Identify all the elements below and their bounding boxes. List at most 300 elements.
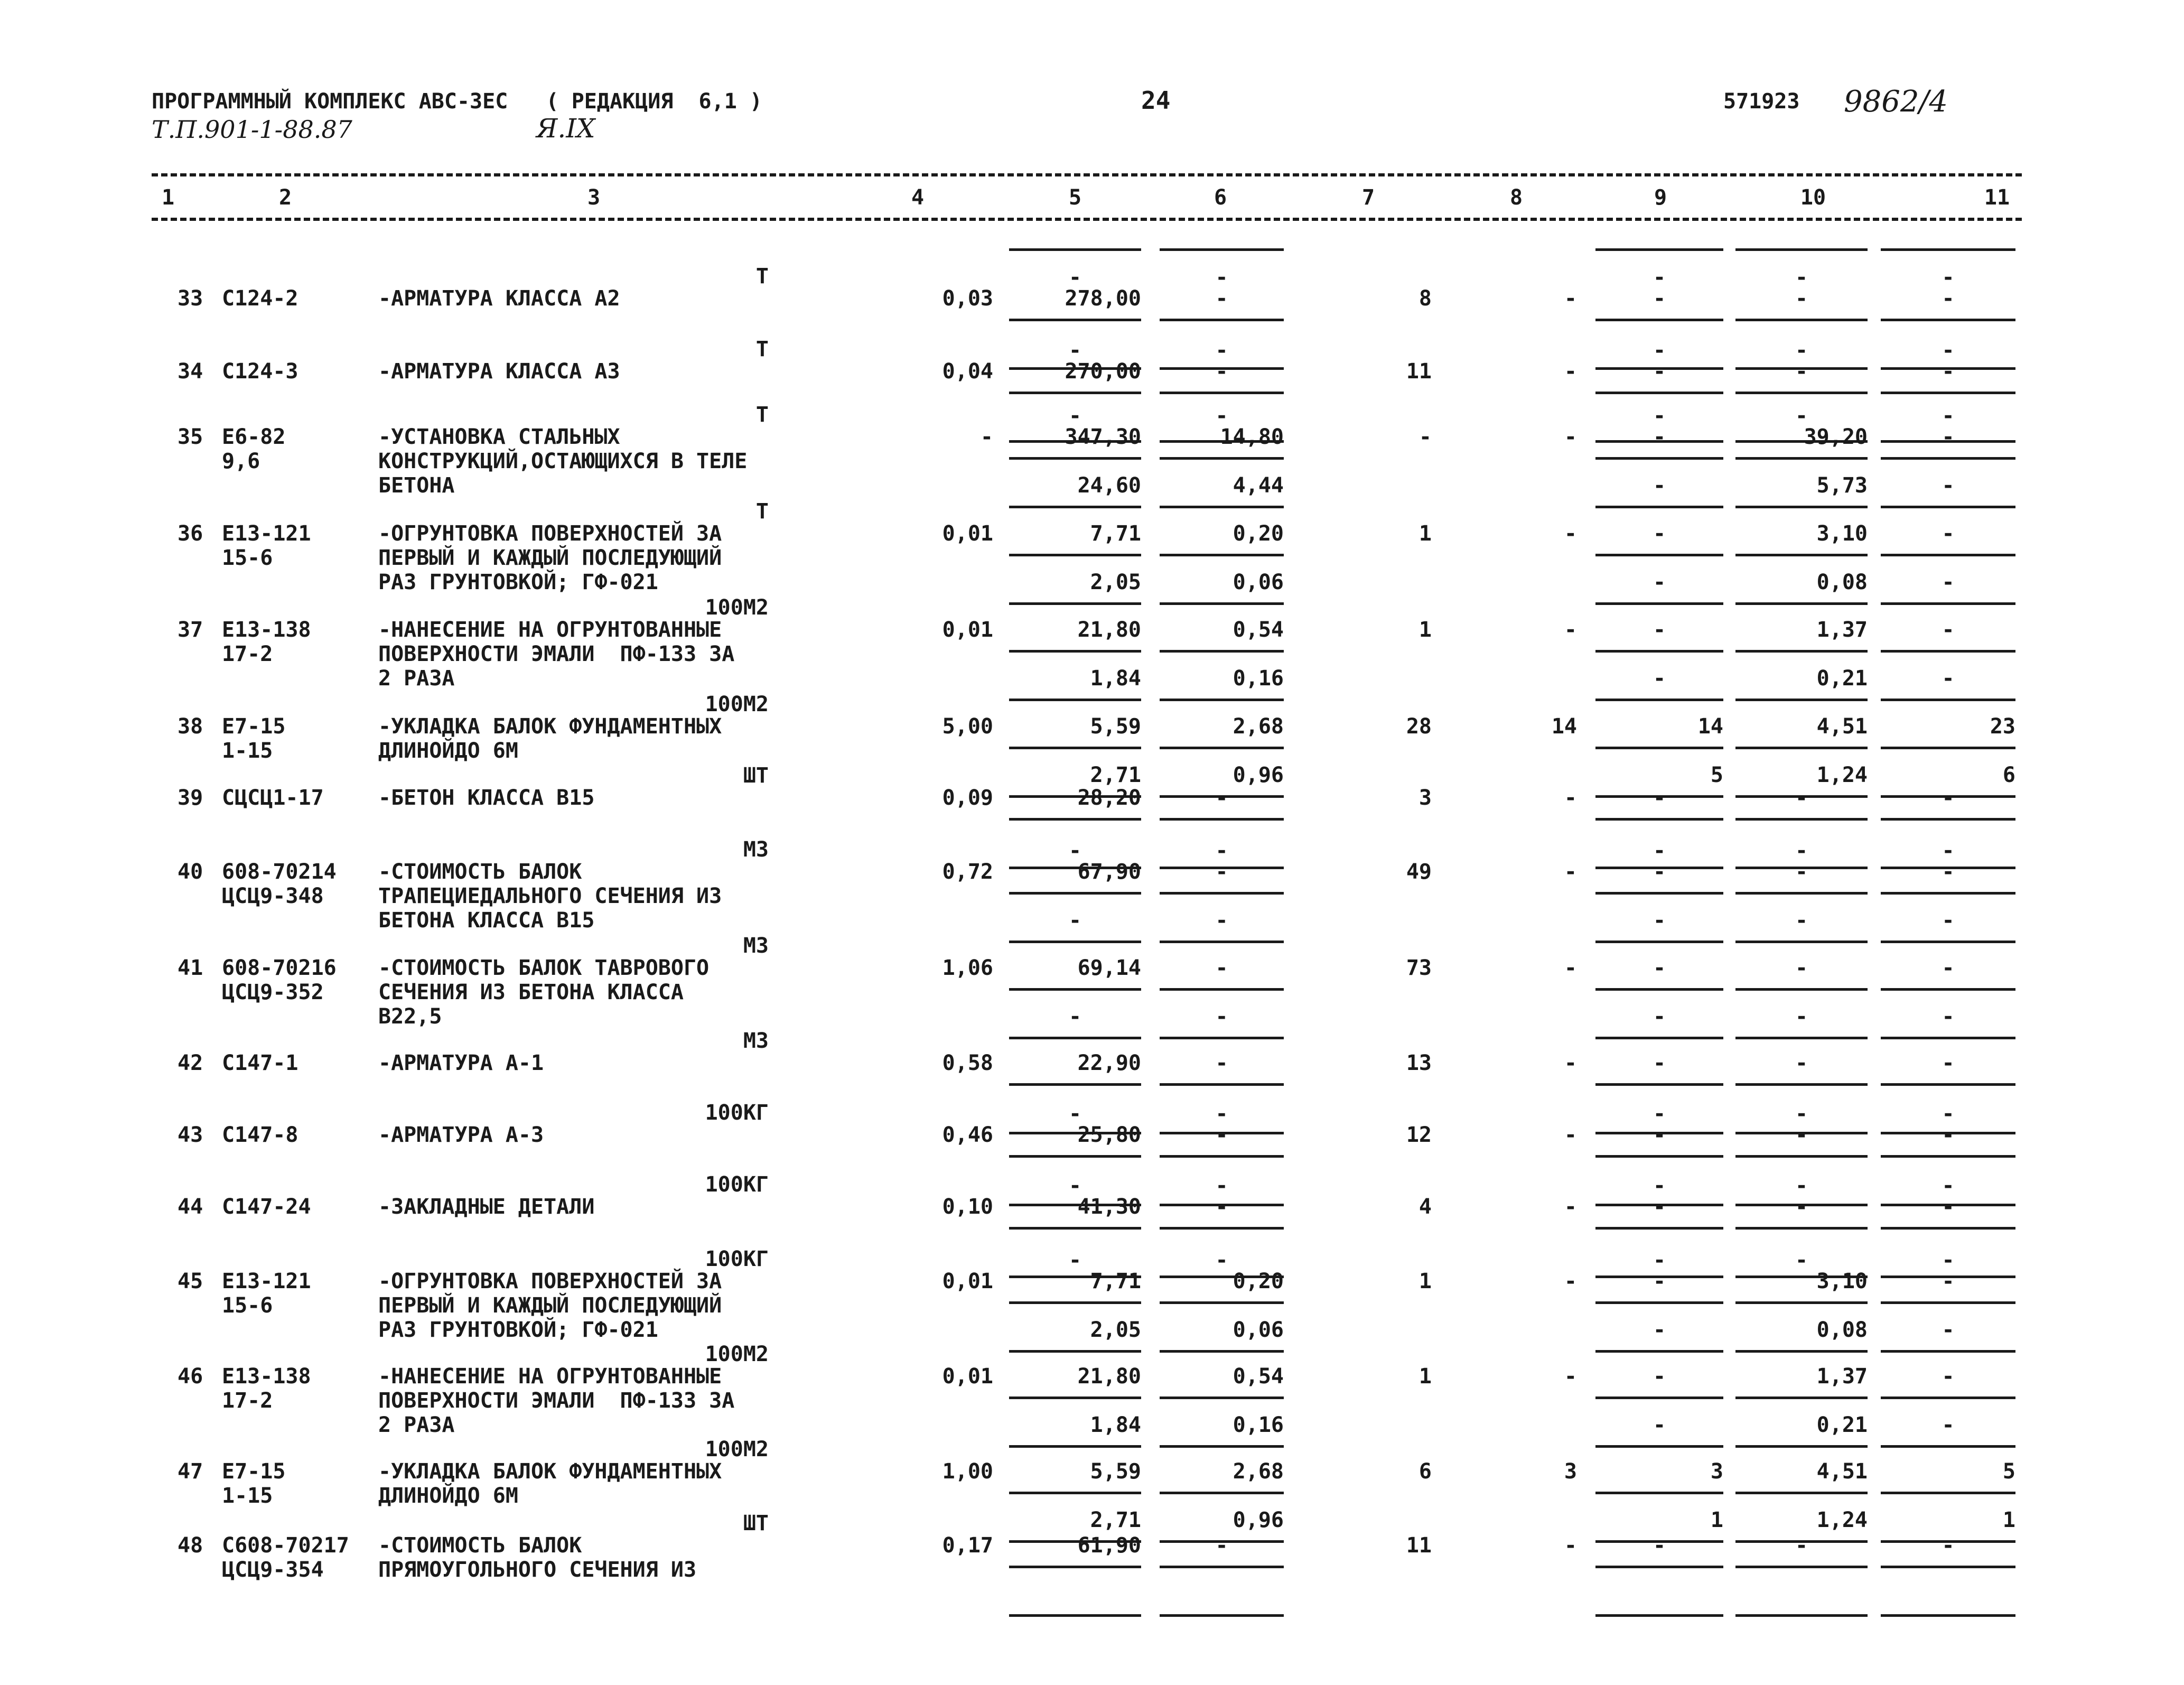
value-underline <box>1881 818 2015 821</box>
column-header-4: 4 <box>911 185 925 210</box>
column-5-secondary: 2,05 <box>1090 1318 1141 1342</box>
value-underline <box>1881 1492 2015 1494</box>
column-header-2: 2 <box>278 185 292 210</box>
column-10-value: 1,37 <box>1816 618 1868 642</box>
work-description: -БЕТОН КЛАССА В15 <box>378 786 595 810</box>
column-11-marker: - <box>1942 338 1955 362</box>
column-10-value: 3,10 <box>1816 1269 1868 1293</box>
column-9-value: - <box>1653 1195 1666 1219</box>
column-9-marker: - <box>1653 338 1666 362</box>
column-5-value: 69,14 <box>1077 956 1141 980</box>
column-11-value: - <box>1942 786 1955 810</box>
column-7-value: 73 <box>1406 956 1432 980</box>
column-5-value: 21,80 <box>1077 1364 1141 1389</box>
value-underline <box>1595 650 1723 653</box>
work-description: -АРМАТУРА КЛАССА А3 <box>378 359 620 384</box>
value-underline <box>1881 1301 2015 1304</box>
column-5-value: 25,80 <box>1077 1123 1141 1147</box>
column-11-value: - <box>1942 425 1955 449</box>
column-9-value: - <box>1653 522 1666 546</box>
row-number: 41 <box>178 956 203 980</box>
unit-label: М3 <box>743 934 769 958</box>
resource-code: Е13-138 <box>222 618 311 642</box>
value-underline <box>1881 1614 2015 1617</box>
value-underline <box>1881 747 2015 749</box>
column-9-secondary: - <box>1653 908 1666 933</box>
resource-code: С147-1 <box>222 1051 298 1075</box>
column-6-secondary: 0,16 <box>1233 666 1284 691</box>
column-10-secondary: 1,24 <box>1816 1508 1868 1532</box>
column-11-value: - <box>1942 1269 1955 1293</box>
quantity: 0,58 <box>942 1051 993 1075</box>
value-underline <box>1735 1492 1868 1494</box>
quantity: 0,01 <box>942 618 993 642</box>
column-6-value: 2,68 <box>1233 714 1284 739</box>
project-number: Т.П.901-1-88.87 <box>152 115 352 144</box>
column-8-value: - <box>1564 956 1577 980</box>
value-underline <box>1735 1445 1868 1448</box>
value-underline <box>1735 1301 1868 1304</box>
quantity: 0,03 <box>942 286 993 311</box>
column-header-6: 6 <box>1214 185 1227 210</box>
work-description: ПЕРВЫЙ И КАЖДЫЙ ПОСЛЕДУЮЩИЙ <box>378 546 722 570</box>
value-underline <box>1595 1350 1723 1353</box>
value-underline <box>1735 892 1868 895</box>
column-7-value: 8 <box>1418 286 1432 311</box>
work-description: РАЗ ГРУНТОВКОЙ; ГФ-021 <box>378 570 658 594</box>
column-8-value: - <box>1564 1051 1577 1075</box>
row-number: 37 <box>178 618 203 642</box>
column-8-value: 14 <box>1551 714 1577 739</box>
column-6-value: 2,68 <box>1233 1459 1284 1484</box>
column-7-value: 6 <box>1418 1459 1432 1484</box>
column-5-value: 270,00 <box>1065 359 1141 384</box>
value-underline <box>1160 319 1284 321</box>
column-8-value: - <box>1564 286 1577 311</box>
value-underline <box>1160 818 1284 821</box>
column-5-value: 7,71 <box>1090 1269 1141 1293</box>
value-underline <box>1735 1350 1868 1353</box>
work-description: -СТОИМОСТЬ БАЛОК ТАВРОВОГО <box>378 956 710 980</box>
column-7-value: 4 <box>1418 1195 1432 1219</box>
column-7-value: 3 <box>1418 786 1432 810</box>
column-7-value: 1 <box>1418 1364 1432 1389</box>
column-11-value: - <box>1942 286 1955 311</box>
column-7-value: 28 <box>1406 714 1432 739</box>
quantity: 0,01 <box>942 1364 993 1389</box>
resource-code: ЦСЦ9-354 <box>222 1558 324 1582</box>
quantity: 0,04 <box>942 359 993 384</box>
resource-code: С124-3 <box>222 359 298 384</box>
column-11-value: 5 <box>2002 1459 2015 1484</box>
section-mark: Я.IX <box>536 113 595 144</box>
column-6-value: - <box>1215 1195 1228 1219</box>
row-number: 45 <box>178 1269 203 1293</box>
value-underline <box>1009 392 1141 394</box>
value-underline <box>1735 248 1868 251</box>
value-underline <box>1009 1492 1141 1494</box>
column-6-marker: - <box>1215 1248 1228 1272</box>
column-11-value: - <box>1942 618 1955 642</box>
column-6-value: - <box>1215 786 1228 810</box>
value-underline <box>1595 1397 1723 1399</box>
column-6-value: 0,54 <box>1233 1364 1284 1389</box>
column-10-value: - <box>1795 956 1808 980</box>
value-underline <box>1160 747 1284 749</box>
column-5-secondary: 1,84 <box>1090 666 1141 691</box>
unit-label: 100КГ <box>705 1247 769 1271</box>
column-9-secondary: - <box>1653 473 1666 498</box>
work-description: РАЗ ГРУНТОВКОЙ; ГФ-021 <box>378 1318 658 1342</box>
column-11-marker: - <box>1942 265 1955 290</box>
unit-label: 100М2 <box>705 1437 769 1461</box>
value-underline <box>1595 1155 1723 1158</box>
value-underline <box>1595 1566 1723 1568</box>
unit-label: Т <box>755 264 769 288</box>
row-number: 44 <box>178 1195 203 1219</box>
resource-code: Е6-82 <box>222 425 286 449</box>
value-underline <box>1160 1445 1284 1448</box>
value-underline <box>1881 457 2015 460</box>
value-underline <box>1595 941 1723 943</box>
value-underline <box>1009 1350 1141 1353</box>
column-9-secondary: - <box>1653 1413 1666 1437</box>
value-underline <box>1735 1155 1868 1158</box>
value-underline <box>1881 506 2015 508</box>
column-5-secondary: 2,71 <box>1090 763 1141 787</box>
work-description: -УКЛАДКА БАЛОК ФУНДАМЕНТНЫХ <box>378 1459 722 1484</box>
value-underline <box>1009 1397 1141 1399</box>
unit-label: М3 <box>743 837 769 862</box>
value-underline <box>1735 1083 1868 1086</box>
column-10-secondary: - <box>1795 1004 1808 1029</box>
resource-code: С124-2 <box>222 286 298 311</box>
column-5-value: 21,80 <box>1077 618 1141 642</box>
value-underline <box>1881 602 2015 605</box>
value-underline <box>1881 1083 2015 1086</box>
column-8-value: - <box>1564 425 1577 449</box>
row-number: 46 <box>178 1364 203 1389</box>
value-underline <box>1160 1350 1284 1353</box>
value-underline <box>1009 554 1141 556</box>
column-8-value: 3 <box>1564 1459 1577 1484</box>
column-6-secondary: - <box>1215 1004 1228 1029</box>
column-5-secondary: 2,05 <box>1090 570 1141 594</box>
column-9-value: 14 <box>1697 714 1723 739</box>
value-underline <box>1595 1037 1723 1039</box>
quantity: 1,06 <box>942 956 993 980</box>
value-underline <box>1009 1155 1141 1158</box>
column-9-value: 3 <box>1710 1459 1723 1484</box>
value-underline <box>1881 248 2015 251</box>
column-10-value: - <box>1795 1051 1808 1075</box>
work-description: -СТОИМОСТЬ БАЛОК <box>378 1533 582 1558</box>
header-bottom-rule <box>152 218 2022 221</box>
column-5-value: 61,90 <box>1077 1533 1141 1558</box>
column-11-secondary: - <box>1942 1413 1955 1437</box>
column-6-marker: - <box>1215 839 1228 863</box>
column-5-value: 278,00 <box>1065 286 1141 311</box>
work-description: КОНСТРУКЦИЙ,ОСТАЮЩИХСЯ В ТЕЛЕ <box>378 449 748 473</box>
value-underline <box>1735 1566 1868 1568</box>
column-11-marker: - <box>1942 404 1955 428</box>
column-6-secondary: 0,96 <box>1233 763 1284 787</box>
value-underline <box>1881 319 2015 321</box>
resource-code: 608-70216 <box>222 956 337 980</box>
value-underline <box>1595 319 1723 321</box>
work-description: -УСТАНОВКА СТАЛЬНЫХ <box>378 425 620 449</box>
column-6-value: 0,20 <box>1233 522 1284 546</box>
value-underline <box>1160 554 1284 556</box>
work-description: БЕТОНА <box>378 473 455 498</box>
value-underline <box>1595 988 1723 991</box>
column-header-3: 3 <box>587 185 601 210</box>
column-8-value: - <box>1564 1533 1577 1558</box>
row-number: 48 <box>178 1533 203 1558</box>
value-underline <box>1009 699 1141 701</box>
work-description: ПРЯМОУГОЛЬНОГО СЕЧЕНИЯ ИЗ <box>378 1558 697 1582</box>
column-5-marker: - <box>1068 265 1082 290</box>
value-underline <box>1881 392 2015 394</box>
value-underline <box>1160 392 1284 394</box>
column-11-secondary: - <box>1942 473 1955 498</box>
column-10-value: - <box>1795 860 1808 884</box>
column-5-secondary: 2,71 <box>1090 1508 1141 1532</box>
resource-code: 608-70214 <box>222 860 337 884</box>
value-underline <box>1009 1445 1141 1448</box>
value-underline <box>1881 1227 2015 1230</box>
quantity: 0,01 <box>942 1269 993 1293</box>
resource-code: Е13-121 <box>222 522 311 546</box>
column-5-value: 22,90 <box>1077 1051 1141 1075</box>
column-8-value: - <box>1564 359 1577 384</box>
column-6-secondary: 0,06 <box>1233 570 1284 594</box>
value-underline <box>1009 747 1141 749</box>
column-5-value: 5,59 <box>1090 1459 1141 1484</box>
column-8-value: - <box>1564 1195 1577 1219</box>
value-underline <box>1160 1566 1284 1568</box>
value-underline <box>1009 1083 1141 1086</box>
value-underline <box>1009 941 1141 943</box>
resource-code: С608-70217 <box>222 1533 349 1558</box>
value-underline <box>1735 941 1868 943</box>
value-underline <box>1160 1301 1284 1304</box>
value-underline <box>1735 554 1868 556</box>
column-6-secondary: 0,96 <box>1233 1508 1284 1532</box>
work-description: В22,5 <box>378 1004 442 1029</box>
column-6-value: - <box>1215 1123 1228 1147</box>
column-9-value: - <box>1653 956 1666 980</box>
value-underline <box>1735 699 1868 701</box>
value-underline <box>1881 699 2015 701</box>
unit-label: Т <box>755 403 769 427</box>
column-6-marker: - <box>1215 1174 1228 1198</box>
column-8-value: - <box>1564 522 1577 546</box>
value-underline <box>1735 747 1868 749</box>
column-11-value: - <box>1942 1533 1955 1558</box>
column-7-value: 11 <box>1406 359 1432 384</box>
column-11-value: - <box>1942 1364 1955 1389</box>
column-5-value: 67,90 <box>1077 860 1141 884</box>
sheet-number: 9862/4 <box>1844 85 1948 119</box>
column-10-marker: - <box>1795 1174 1808 1198</box>
column-10-value: - <box>1795 359 1808 384</box>
column-header-10: 10 <box>1800 185 1826 210</box>
value-underline <box>1160 1492 1284 1494</box>
value-underline <box>1881 650 2015 653</box>
value-underline <box>1009 818 1141 821</box>
value-underline <box>1595 1492 1723 1494</box>
column-6-value: - <box>1215 1051 1228 1075</box>
value-underline <box>1009 602 1141 605</box>
column-10-marker: - <box>1795 1248 1808 1272</box>
unit-label: 100КГ <box>705 1172 769 1197</box>
column-6-secondary: 0,16 <box>1233 1413 1284 1437</box>
column-10-secondary: 1,24 <box>1816 763 1868 787</box>
unit-label: Т <box>755 499 769 524</box>
resource-code: 1-15 <box>222 739 273 763</box>
value-underline <box>1160 650 1284 653</box>
work-description: -ОГРУНТОВКА ПОВЕРХНОСТЕЙ ЗА <box>378 1269 722 1293</box>
column-7-value: 13 <box>1406 1051 1432 1075</box>
program-header: ПРОГРАММНЫЙ КОМПЛЕКС АВС-3ЕС ( РЕДАКЦИЯ 6,1 ) <box>152 89 762 114</box>
value-underline <box>1735 1227 1868 1230</box>
column-8-value: - <box>1564 860 1577 884</box>
column-5-value: 7,71 <box>1090 522 1141 546</box>
work-description: -АРМАТУРА А-1 <box>378 1051 544 1075</box>
quantity: 0,10 <box>942 1195 993 1219</box>
work-description: ПОВЕРХНОСТИ ЭМАЛИ ПФ-133 ЗА <box>378 642 735 666</box>
row-number: 47 <box>178 1459 203 1484</box>
value-underline <box>1009 1037 1141 1039</box>
column-11-marker: - <box>1942 839 1955 863</box>
work-description: БЕТОНА КЛАССА В15 <box>378 908 595 933</box>
column-5-secondary: 1,84 <box>1090 1413 1141 1437</box>
column-9-marker: - <box>1653 1248 1666 1272</box>
column-7-value: 12 <box>1406 1123 1432 1147</box>
value-underline <box>1735 1037 1868 1039</box>
unit-label: М3 <box>743 1029 769 1053</box>
resource-code: 15-6 <box>222 1293 273 1318</box>
column-6-marker: - <box>1215 404 1228 428</box>
column-header-11: 11 <box>1984 185 2010 210</box>
value-underline <box>1009 457 1141 460</box>
value-underline <box>1881 1566 2015 1568</box>
value-underline <box>1595 1445 1723 1448</box>
work-description: -АРМАТУРА КЛАССА А2 <box>378 286 620 311</box>
column-9-value: - <box>1653 425 1666 449</box>
value-underline <box>1160 248 1284 251</box>
column-10-value: 4,51 <box>1816 714 1868 739</box>
column-9-secondary: - <box>1653 666 1666 691</box>
column-11-marker: - <box>1942 1102 1955 1126</box>
column-5-marker: - <box>1068 1248 1082 1272</box>
row-number: 35 <box>178 425 203 449</box>
column-9-value: - <box>1653 786 1666 810</box>
value-underline <box>1735 602 1868 605</box>
column-8-value: - <box>1564 786 1577 810</box>
column-8-value: - <box>1564 618 1577 642</box>
value-underline <box>1735 457 1868 460</box>
value-underline <box>1160 506 1284 508</box>
column-11-secondary: 1 <box>2002 1508 2015 1532</box>
value-underline <box>1881 941 2015 943</box>
column-11-value: - <box>1942 956 1955 980</box>
column-6-secondary: 0,06 <box>1233 1318 1284 1342</box>
value-underline <box>1160 699 1284 701</box>
column-9-marker: - <box>1653 265 1666 290</box>
quantity: 1,00 <box>942 1459 993 1484</box>
work-description: ПЕРВЫЙ И КАЖДЫЙ ПОСЛЕДУЮЩИЙ <box>378 1293 722 1318</box>
column-10-secondary: 0,08 <box>1816 570 1868 594</box>
column-5-secondary: - <box>1068 908 1082 933</box>
resource-code: Е7-15 <box>222 1459 286 1484</box>
column-10-marker: - <box>1795 338 1808 362</box>
row-number: 34 <box>178 359 203 384</box>
column-11-value: - <box>1942 1051 1955 1075</box>
column-9-value: - <box>1653 1051 1666 1075</box>
column-header-8: 8 <box>1509 185 1523 210</box>
value-underline <box>1160 1397 1284 1399</box>
work-description: СЕЧЕНИЯ ИЗ БЕТОНА КЛАССА <box>378 980 684 1004</box>
column-11-secondary: 6 <box>2002 763 2015 787</box>
work-description: -НАНЕСЕНИЕ НА ОГРУНТОВАННЫЕ <box>378 618 722 642</box>
column-6-value: 14,80 <box>1220 425 1284 449</box>
value-underline <box>1735 818 1868 821</box>
value-underline <box>1160 1227 1284 1230</box>
column-7-value: - <box>1418 425 1432 449</box>
value-underline <box>1009 650 1141 653</box>
column-5-marker: - <box>1068 338 1082 362</box>
value-underline <box>1009 319 1141 321</box>
value-underline <box>1595 1301 1723 1304</box>
value-underline <box>1595 554 1723 556</box>
column-9-value: - <box>1653 359 1666 384</box>
resource-code: 1-15 <box>222 1484 273 1508</box>
column-8-value: - <box>1564 1364 1577 1389</box>
value-underline <box>1881 1397 2015 1399</box>
column-5-value: 28,20 <box>1077 786 1141 810</box>
work-description: ДЛИНОЙДО 6М <box>378 1484 518 1508</box>
value-underline <box>1881 892 2015 895</box>
column-10-value: 1,37 <box>1816 1364 1868 1389</box>
resource-code: Е13-138 <box>222 1364 311 1389</box>
unit-label: ШТ <box>743 764 769 788</box>
column-header-9: 9 <box>1654 185 1667 210</box>
quantity: 0,72 <box>942 860 993 884</box>
row-number: 36 <box>178 522 203 546</box>
column-10-secondary: 5,73 <box>1816 473 1868 498</box>
column-10-value: 39,20 <box>1804 425 1868 449</box>
column-10-value: - <box>1795 1533 1808 1558</box>
resource-code: 9,6 <box>222 449 260 473</box>
resource-code: 17-2 <box>222 1389 273 1413</box>
column-9-value: - <box>1653 1364 1666 1389</box>
column-10-secondary: 0,08 <box>1816 1318 1868 1342</box>
column-6-value: - <box>1215 956 1228 980</box>
row-number: 33 <box>178 286 203 311</box>
column-9-marker: - <box>1653 404 1666 428</box>
value-underline <box>1160 892 1284 895</box>
column-6-secondary: 4,44 <box>1233 473 1284 498</box>
value-underline <box>1160 457 1284 460</box>
column-10-value: - <box>1795 1195 1808 1219</box>
column-9-marker: - <box>1653 839 1666 863</box>
value-underline <box>1881 1037 2015 1039</box>
value-underline <box>1160 1614 1284 1617</box>
column-9-marker: - <box>1653 1102 1666 1126</box>
value-underline <box>1595 248 1723 251</box>
